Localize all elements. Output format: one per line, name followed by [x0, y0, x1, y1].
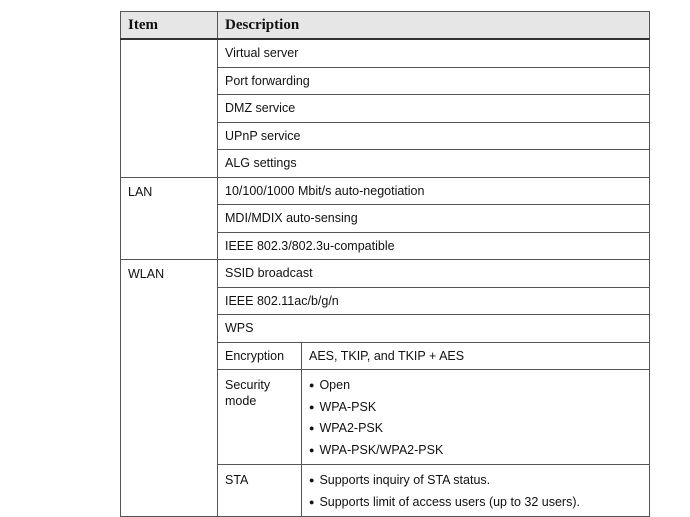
list-item: ● WPA-PSK/WPA2-PSK	[309, 440, 642, 462]
item-cell-nat	[121, 39, 218, 177]
desc-cell: UPnP service	[218, 122, 650, 150]
desc-cell: 10/100/1000 Mbit/s auto-negotiation	[218, 177, 650, 205]
desc-cell: SSID broadcast	[218, 260, 650, 288]
table-row	[121, 260, 650, 288]
security-mode-list	[309, 370, 642, 464]
desc-cell: Port forwarding	[218, 67, 650, 95]
header-row	[121, 12, 650, 40]
header-item: Item	[121, 12, 218, 40]
security-mode-options	[302, 370, 650, 465]
desc-cell: Virtual server	[218, 39, 650, 67]
desc-cell: WPS	[218, 315, 650, 343]
sta-list	[309, 465, 642, 516]
list-item: ● Supports inquiry of STA status.	[309, 470, 642, 492]
header-description: Description	[218, 12, 650, 40]
list-item: ● Open	[309, 375, 642, 397]
desc-cell: ALG settings	[218, 150, 650, 178]
desc-cell: DMZ service	[218, 95, 650, 123]
encryption-label: Encryption	[218, 342, 302, 370]
desc-cell: IEEE 802.3/802.3u-compatible	[218, 232, 650, 260]
desc-cell: MDI/MDIX auto-sensing	[218, 205, 650, 233]
list-item: ● Supports limit of access users (up to 32 users).	[309, 492, 642, 514]
item-cell-wlan: WLAN	[121, 260, 218, 517]
desc-cell: IEEE 802.11ac/b/g/n	[218, 287, 650, 315]
encryption-value: AES, TKIP, and TKIP + AES	[302, 342, 650, 370]
list-item: ● WPA2-PSK	[309, 418, 642, 440]
security-mode-label: Security mode	[218, 370, 302, 465]
item-cell-lan: LAN	[121, 177, 218, 260]
table-row	[121, 39, 650, 67]
spec-table	[120, 11, 650, 517]
sta-label: STA	[218, 465, 302, 517]
table-row	[121, 177, 650, 205]
list-item: ● WPA-PSK	[309, 397, 642, 419]
sta-options	[302, 465, 650, 517]
